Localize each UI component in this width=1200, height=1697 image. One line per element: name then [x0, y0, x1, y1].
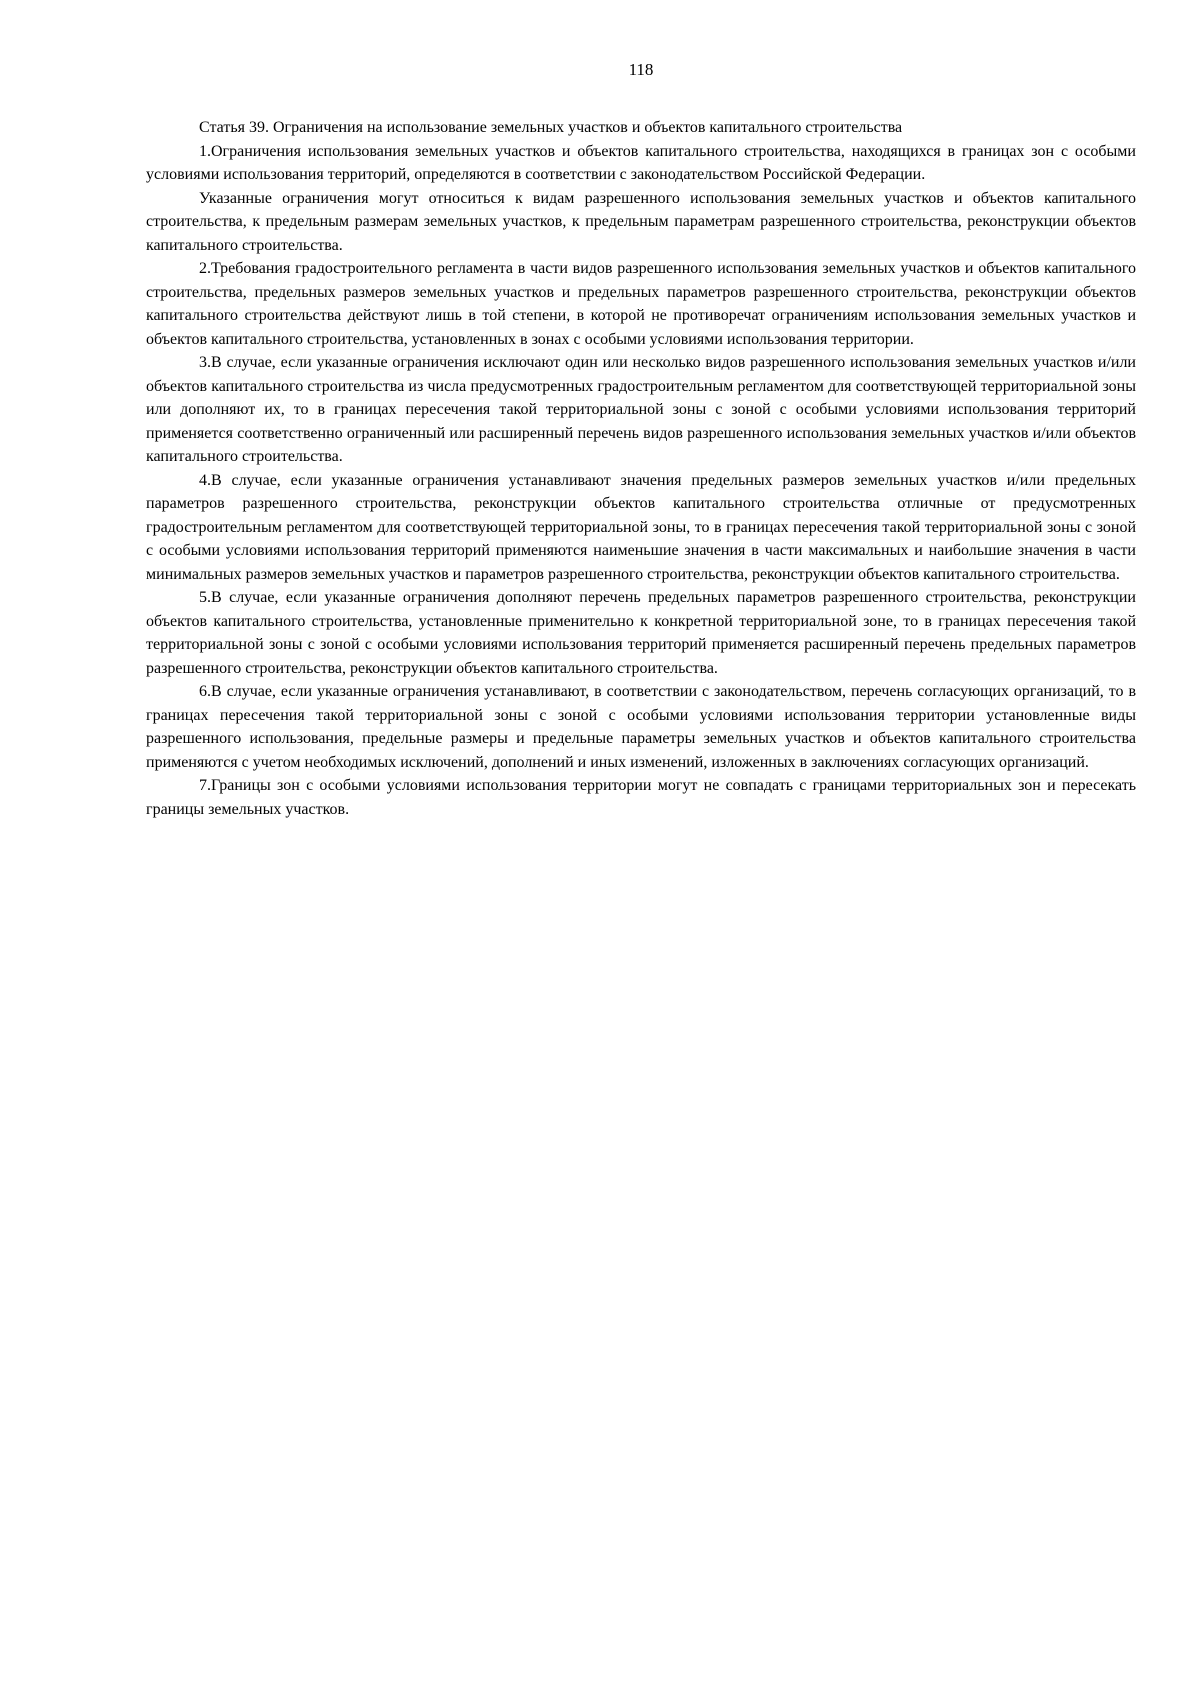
article-body — [146, 116, 1136, 821]
paragraph-6: 6.В случае, если указанные ограничения устанавливают, в соответствии с законодательством, перечень согласующих организаций, то в границах пересечения такой территориальной зоны с зоной с особыми условиями использования территории установленные виды разрешенного использования, предельные размеры и предельные параметры земельных участков и объектов капитального строительства применяются с учетом необходимых исключений, дополнений и иных изменений, изложенных в заключениях согласующих организаций. — [146, 683, 1136, 771]
paragraph-4: 4.В случае, если указанные ограничения устанавливают значения предельных размеров земельных участков и/или предельных параметров разрешенного строительства, реконструкции объектов капитального строительства отличные от предусмотренных градостроительным регламентом для соответствующей территориальной зоны, то в границах пересечения такой территориальной зоны с зоной с особыми условиями использования территорий применяются наименьшие значения в части максимальных и наибольшие значения в части минимальных размеров земельных участков и параметров разрешенного строительства, реконструкции объектов капитального строительства. — [146, 471, 1136, 583]
paragraph-2: 2.Требования градостроительного регламента в части видов разрешенного использования земельных участков и объектов капитального строительства, предельных размеров земельных участков и предельных параметров разрешенного строительства, реконструкции объектов капитального строительства действуют лишь в той степени, в которой не противоречат ограничениям использования земельных участков и объектов капитального строительства, установленных в зонах с особыми условиями использования территории. — [146, 260, 1136, 348]
paragraph-1-note: Указанные ограничения могут относиться к видам разрешенного использования земельных участков и объектов капитального строительства, к предельным размерам земельных участков, к предельным параметрам разрешенного строительства, реконструкции объектов капитального строительства. — [146, 189, 1136, 254]
paragraph-5: 5.В случае, если указанные ограничения дополняют перечень предельных параметров разрешенного строительства, реконструкции объектов капитального строительства, установленные применительно к конкретной территориальной зоне, то в границах пересечения такой территориальной зоны с зоной с особыми условиями использования территорий применяется расширенный перечень предельных параметров разрешенного строительства, реконструкции объектов капитального строительства. — [146, 589, 1136, 677]
paragraph-3: 3.В случае, если указанные ограничения исключают один или несколько видов разрешенного использования земельных участков и/или объектов капитального строительства из числа предусмотренных градостроительным регламентом для соответствующей территориальной зоны или дополняют их, то в границах пересечения такой территориальной зоны с зоной с особыми условиями использования территорий применяется соответственно ограниченный или расширенный перечень видов разрешенного использования земельных участков и/или объектов капитального строительства. — [146, 354, 1136, 465]
paragraph-1: 1.Ограничения использования земельных участков и объектов капитального строительства, находящихся в границах зон с особыми условиями использования территорий, определяются в соответствии с законодательством Российской Федерации. — [146, 142, 1136, 183]
article-title: Статья 39. Ограничения на использование земельных участков и объектов капитального строительства — [199, 119, 903, 136]
page-number: 118 — [628, 60, 654, 79]
paragraph-7: 7.Границы зон с особыми условиями использования территории могут не совпадать с границами территориальных зон и пересекать границы земельных участков. — [146, 777, 1136, 818]
